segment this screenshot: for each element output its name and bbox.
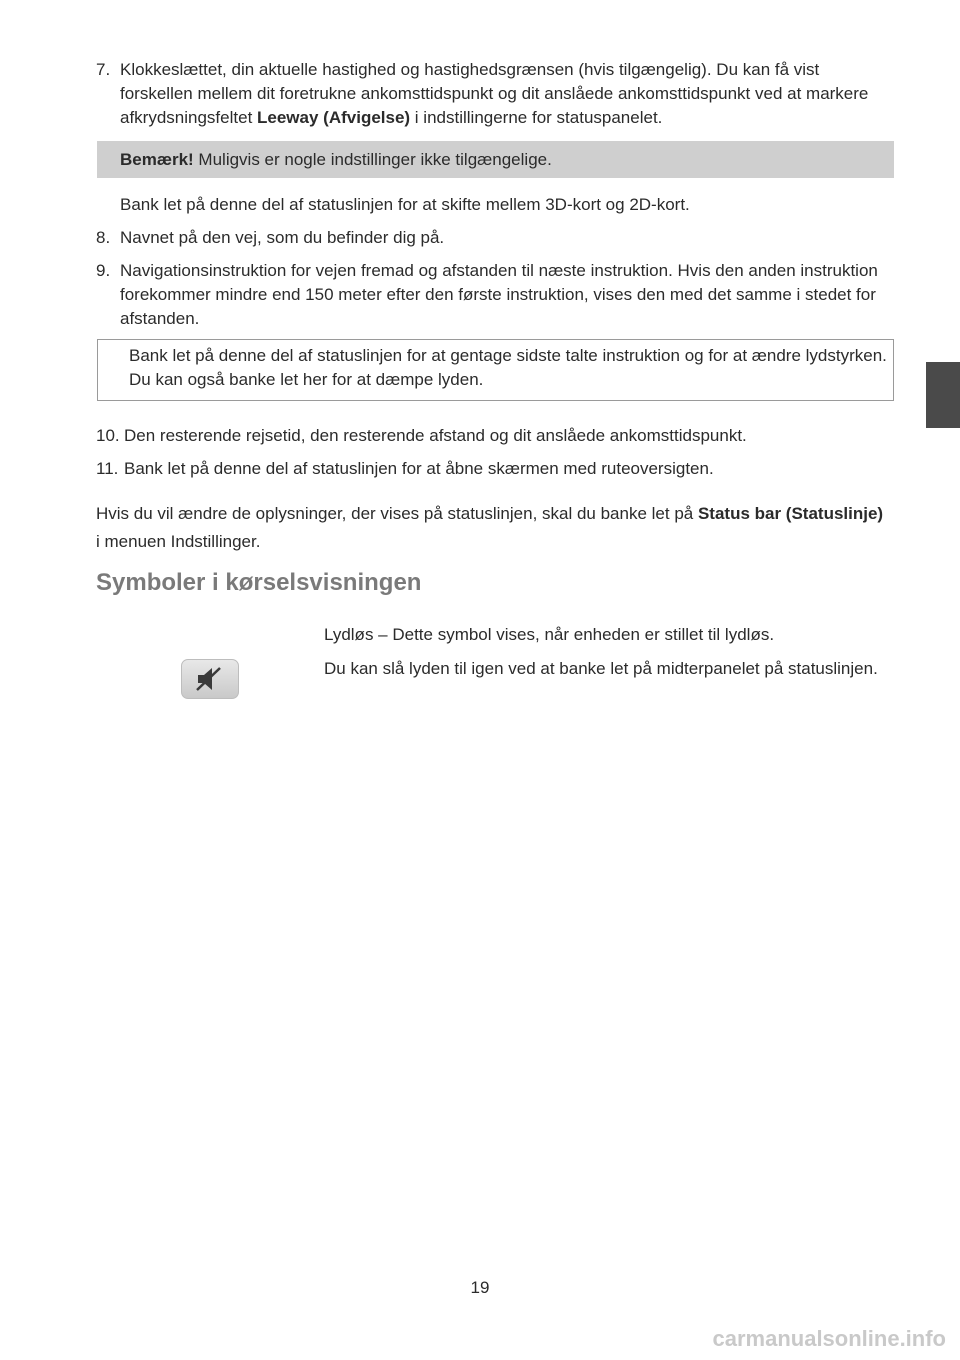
item-number: 7. (96, 60, 111, 79)
note-text: Muligvis er nogle indstillinger ikke tilgængelige. (193, 150, 552, 169)
item-text: Klokkeslættet, din aktuelle hastighed og hastighedsgrænsen (hvis tilgængelig). Du kan få vist forskellen mellem dit foretrukne ankomsttidspunkt og dit anslåede ankomsttidspunkt ved at markere afkrydsningsfeltet Leeway (Afvigelse) i indstillingerne for statuspanelet. (120, 60, 869, 127)
list-item-8 (96, 226, 896, 250)
list-item-10 (96, 424, 896, 448)
mute-icon (181, 659, 239, 699)
item-number: 10. (96, 426, 120, 445)
item-text: Navigationsinstruktion for vejen fremad og afstanden til næste instruktion. Hvis den anden instruktion forekommer mindre end 150 meter efter den første instruktion, vises den med det samme i stedet for afstanden. (120, 261, 878, 328)
item-text: Navnet på den vej, som du befinder dig på. (120, 228, 445, 247)
list-item-11 (96, 457, 896, 481)
item-number: 8. (96, 228, 111, 247)
chapter-tab (926, 362, 960, 428)
item-text: Bank let på denne del af statuslinjen for at åbne skærmen med ruteoversigten. (124, 459, 714, 478)
info-box: Bank let på denne del af statuslinjen for at gentage sidste talte instruktion og for at ændre lydstyrken. Du kan også banke let her for at dæmpe lyden. (97, 339, 894, 401)
symbol-description-2: Du kan slå lyden til igen ved at banke let på midterpanelet på statuslinjen. (324, 659, 878, 678)
symbol-description: Lydløs – Dette symbol vises, når enheden er stillet til lydløs. (324, 625, 775, 644)
paragraph-3d-toggle: Bank let på denne del af statuslinjen for at skifte mellem 3D-kort og 2D-kort. (120, 195, 690, 214)
watermark: carmanualsonline.info (712, 1326, 946, 1351)
mute-speaker-glyph (182, 660, 238, 698)
item-number: 11. (96, 459, 119, 478)
list-item-9 (96, 259, 896, 331)
item-number: 9. (96, 261, 111, 280)
note-label: Bemærk! (120, 150, 194, 169)
section-heading: Symboler i kørselsvisningen (96, 569, 422, 596)
page-number: 19 (470, 1278, 490, 1297)
item-text: Den resterende rejsetid, den resterende afstand og dit anslåede ankomsttidspunkt. (124, 426, 747, 445)
paragraph-status-bar: Hvis du vil ændre de oplysninger, der vises på statuslinjen, skal du banke let på Status bar (Statuslinje) i menuen Indstillinger. (96, 504, 884, 551)
list-item-7 (96, 58, 896, 130)
note-callout (97, 141, 894, 178)
